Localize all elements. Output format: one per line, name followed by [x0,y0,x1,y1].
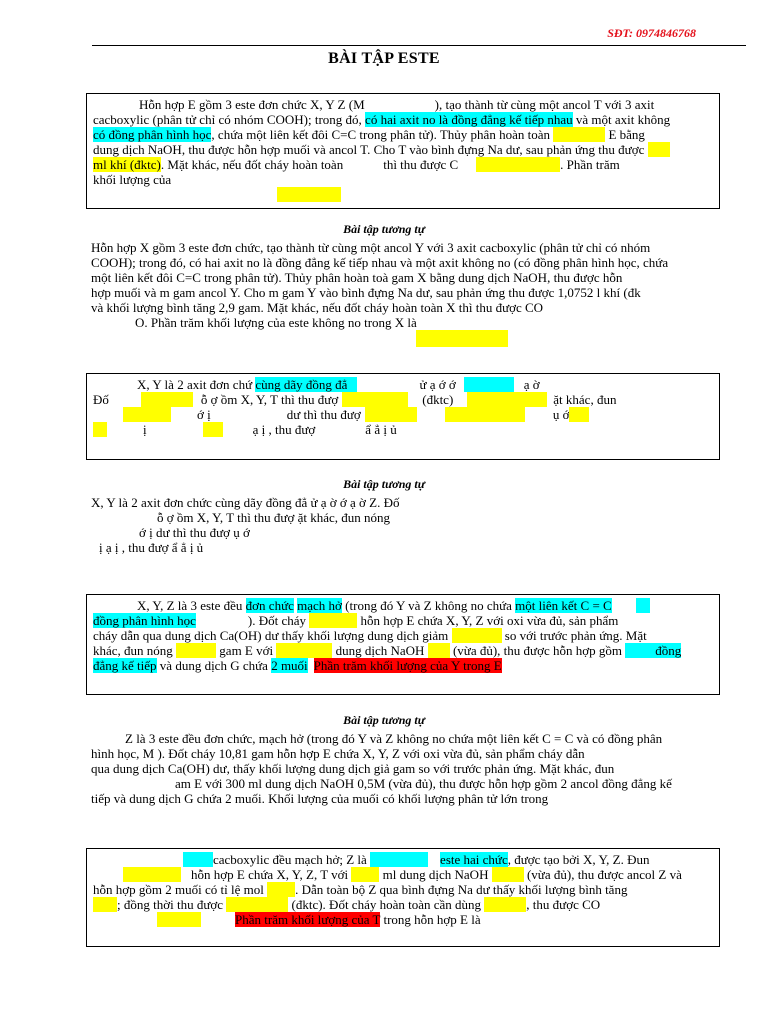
problem-1-line-4: dung dịch NaOH, thu được hỗn hợp muối và ancol T. Cho T vào bình đựng Na dư, sau phản ứng thu được [93,142,713,157]
phone-number: SĐT: 0974846768 [607,26,696,40]
problem-1-line-2: cacboxylic (phân tử chỉ có nhóm COOH); trong đó, có hai axit no là đồng đẳng kế tiếp nhau và một axit không [93,112,671,127]
similar-problem-2: X, Y là 2 axit đơn chức cùng dãy đồng đẳ ử ạ ờ ớ ạ ờ Z. Đố ỗ ợ ồm X, Y, T thì thu đượ ặt khác, đun nóng ớ ị dư thì thu đượ ụ ớ ị ạ ị , thu đượ ẩ ẳ ị ủ [91,495,400,555]
problem-box-3: X, Y, Z là 3 este đều đơn chức mạch hở (trong đó Y và Z không no chứa một liên kết C = C đồng phân hình học ). Đốt cháy hỗn hợp E chứa X, Y, Z với oxi vừa đủ, sản phẩm cháy dẫn qua dung dịch Ca(OH) dư thấy khối lượng dung dịch giảm so với trước phản ứng. Mặt khác, đun nóng gam E với dung dịch NaOH (vừa đủ), thu được hỗn hợp gồm đồng đẳng kế tiếp và dung dịch G chứa 2 muối Phần trăm khối lượng của Y trong E [86,594,720,695]
highlight-red: Phần trăm khối lượng của Y trong E [313,658,502,673]
similar-heading-3: Bài tập tương tự [343,713,425,727]
highlight-cyan: có đồng phân hình học [93,127,212,142]
highlight-red: Phần trăm khối lượng của T [235,912,381,927]
similar-problem-1: Hỗn hợp X gồm 3 este đơn chức, tạo thành từ cùng một ancol Y với 3 axit cacboxylic (phân tử chỉ có nhóm COOH); trong đó, có hai axit no là đồng đẳng kế tiếp nhau và một axit không no (có đồng phân hình học, chứa một liên kết đôi C=C trong phân tử). Thủy phân hoàn toà gam X bằng dung dịch NaOH, thu được hỗn hợp muối và m gam ancol Y. Cho m gam Y vào bình đựng Na dư, sau phản ứng thu được 1,0752 l khí (đk và khối lượng bình tăng 2,9 gam. Mặt khác, nếu đốt cháy hoàn toàn X thì thu được CO O. Phần trăm khối lượng của este không no trong X là [91,240,711,348]
highlight-yellow [553,127,605,142]
highlight-cyan: có hai axit no là đồng đẳng kế tiếp nhau [365,112,573,127]
page-title: BÀI TẬP ESTE [328,50,440,67]
problem-1-line-6: khối lượng của [93,172,172,187]
problem-1-line-5: ml khí (đktc). Mặt khác, nếu đốt cháy hoàn toàn thì thu được C . Phần trăm [93,157,620,172]
header-rule [92,45,746,46]
problem-box-1 [86,93,720,209]
problem-1-line-1: Hỗn hợp E gồm 3 este đơn chức X, Y Z (M ), tạo thành từ cùng một ancol T với 3 axit [139,97,655,112]
similar-heading-2: Bài tập tương tự [343,477,425,491]
problem-box-4: cacboxylic đều mạch hở; Z là este hai chức, được tạo bởi X, Y, Z. Đun hỗn hợp E chứa X, Y, Z, T với ml dung dịch NaOH (vừa đủ), thu được ancol Z và hỗn hợp gồm 2 muối có tỉ lệ mol . Dẫn toàn bộ Z qua bình đựng Na dư thấy khối lượng bình tăng ; đồng thời thu được (đktc). Đốt cháy hoàn toàn cần dùng , thu được CO Phần trăm khối lượng của T trong hỗn hợp E là [86,848,720,947]
problem-box-2: X, Y là 2 axit đơn chứ cùng dãy đồng đẳ ử ạ ớ ớ ạ ờ Đố ỗ ợ ồm X, Y, T thì thu đượ (đktc) ặt khác, đun ớ ị dư thì thu đượ ụ ớ ị ạ ị , thu đượ ẩ ẳ ị ủ [86,373,720,460]
similar-heading-1: Bài tập tương tự [343,222,425,236]
similar-problem-3: Z là 3 este đều đơn chức, mạch hở (trong đó Y và Z không no chứa một liên kết C = C và có đồng phân hình học, M ). Đốt cháy 10,81 gam hỗn hợp E chứa X, Y, Z với oxi vừa đủ, sản phẩm cháy dẫn qua dung dịch Ca(OH) dư, thấy khối lượng dung dịch giả gam so với trước phản ứng. Mặt khác, đun am E với 300 ml dung dịch NaOH 0,5M (vừa đủ), thu được hỗn hợp gồm 2 ancol đồng đẳng kế tiếp và dung dịch G chứa 2 muối. Khối lượng của muối có khối lượng phân tử lớn trong [91,731,672,806]
highlight-yellow: ml khí (đktc) [93,157,161,172]
problem-1-line-3: có đồng phân hình học, chứa một liên kết đôi C=C trong phân tử). Thủy phân hoàn toàn E bằng [93,127,645,142]
